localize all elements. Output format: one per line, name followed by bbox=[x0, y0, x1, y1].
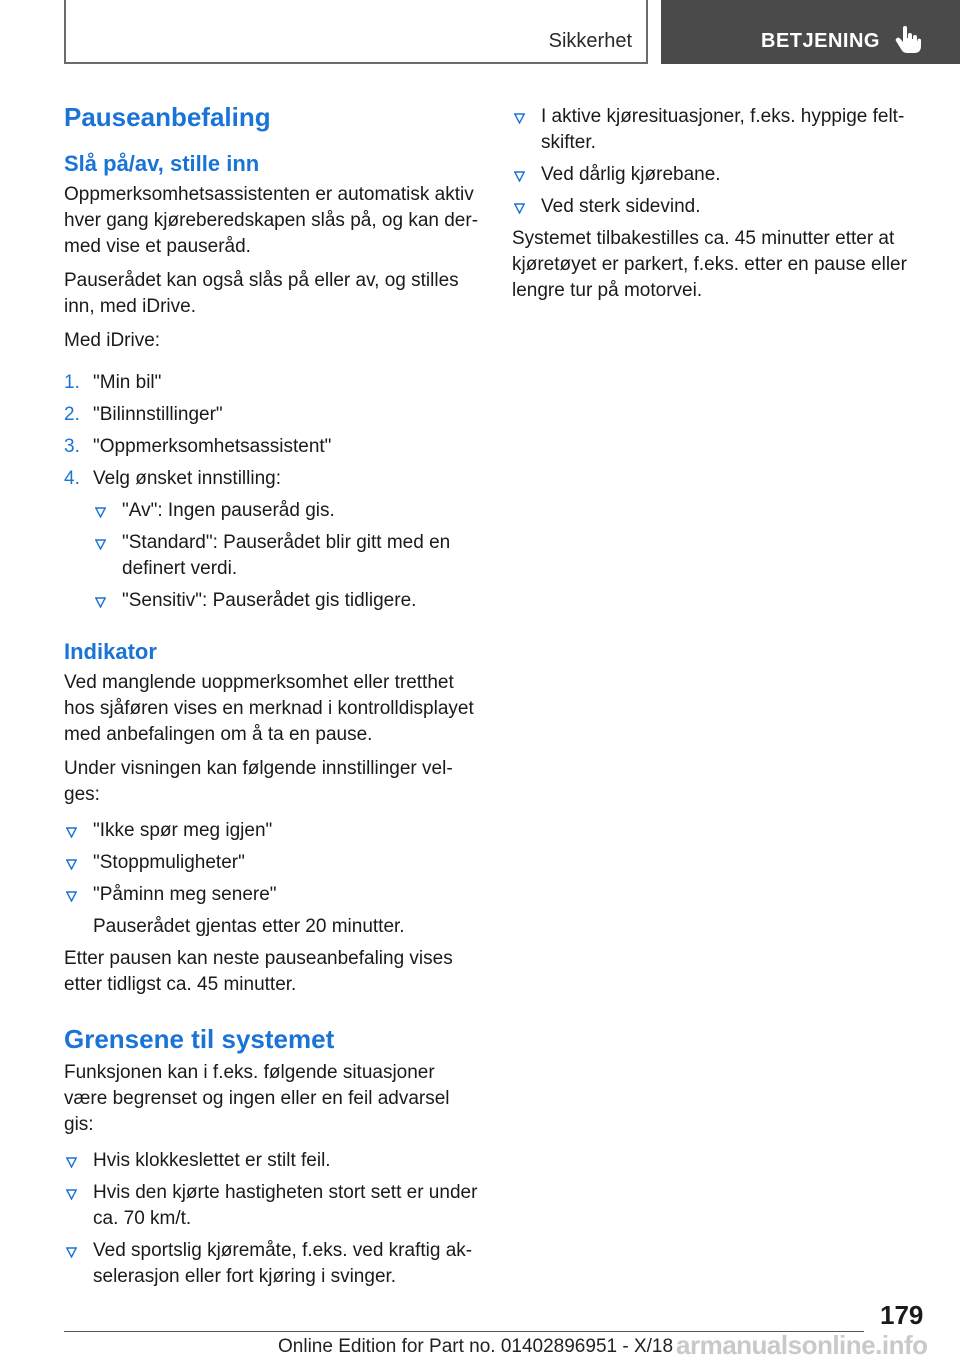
watermark: armanualsonline.info bbox=[676, 1330, 928, 1360]
list-item bbox=[64, 882, 480, 908]
paragraph: Funksjonen kan i f.eks. følgende situasjoner være begrenset og ingen eller en feil advarsel gis: bbox=[64, 1062, 450, 1135]
paragraph: Ved manglende uoppmerksomhet eller tretthet hos sjåføren vises en merknad i kontrolldisplayet med anbefalingen om å ta en pause. bbox=[64, 672, 474, 745]
option-text: "Av": Ingen pauseråd gis. bbox=[122, 500, 335, 521]
paragraph: Under visningen kan følgende innstillinger velges: bbox=[64, 758, 453, 805]
triangle-bullet-icon bbox=[66, 827, 77, 838]
header-section-box bbox=[64, 0, 648, 64]
option-text: "Sensitiv": Pauserådet gis tidligere. bbox=[122, 590, 417, 611]
paragraph: Oppmerksomhetsassistenten er automatisk aktiv hver gang kjøreberedskapen slås på, og kan dermed vise et pauseråd. bbox=[64, 184, 479, 257]
option-item bbox=[93, 498, 480, 524]
list-item-text: Hvis den kjørte hastigheten stort sett er under ca. 70 km/t. bbox=[93, 1182, 478, 1229]
paragraph: Med iDrive: bbox=[64, 330, 161, 351]
triangle-bullet-icon bbox=[66, 891, 77, 902]
list-item-text: Ved sportslig kjøremåte, f.eks. ved kraftig akselerasjon eller fort kjøring i svinger. bbox=[93, 1240, 473, 1287]
step-number: 4. bbox=[64, 468, 80, 489]
bullet-list bbox=[64, 818, 480, 940]
triangle-bullet-icon bbox=[514, 171, 525, 182]
triangle-bullet-icon bbox=[66, 1157, 77, 1168]
header-chapter-title: BETJENING bbox=[761, 30, 880, 52]
section-heading-limits: Grensene til systemet bbox=[64, 1024, 335, 1054]
list-item-text: Ved sterk sidevind. bbox=[541, 196, 701, 217]
step-item bbox=[64, 434, 480, 460]
list-item bbox=[512, 162, 912, 188]
step-text: "Min bil" bbox=[93, 372, 162, 393]
footer-edition: Online Edition for Part no. 01402896951 - X/18 bbox=[278, 1336, 674, 1357]
step-text: Velg ønsket innstilling: bbox=[93, 468, 281, 489]
step-list bbox=[64, 370, 480, 614]
page-number: 179 bbox=[880, 1300, 924, 1330]
section-heading-switch: Slå på/av, stille inn bbox=[64, 151, 260, 176]
option-item bbox=[93, 588, 480, 614]
list-item bbox=[64, 1180, 480, 1232]
step-item bbox=[64, 370, 480, 396]
section-heading-indicator: Indikator bbox=[64, 639, 157, 664]
list-item bbox=[64, 1148, 480, 1174]
list-item-text: I aktive kjøresituasjoner, f.eks. hyppige feltskifter. bbox=[541, 106, 905, 153]
step-item bbox=[64, 466, 480, 492]
step-text: "Bilinnstillinger" bbox=[93, 404, 223, 425]
paragraph: Systemet tilbakestilles ca. 45 minutter etter at kjøretøyet er parkert, f.eks. etter en pause eller lengre tur på motorvei. bbox=[512, 228, 907, 301]
step-number: 3. bbox=[64, 436, 80, 457]
triangle-bullet-icon bbox=[95, 597, 106, 608]
list-item bbox=[512, 194, 912, 220]
list-note: Pauserådet gjentas etter 20 minutter. bbox=[93, 916, 405, 937]
header-chapter-box bbox=[661, 0, 960, 64]
list-item bbox=[64, 850, 480, 876]
pointing-hand-icon bbox=[895, 26, 921, 54]
bullet-list bbox=[64, 1148, 480, 1290]
paragraph: Pauserådet kan også slås på eller av, og stilles inn, med iDrive. bbox=[64, 270, 459, 317]
list-item-text: "Ikke spør meg igjen" bbox=[93, 820, 273, 841]
header-section-title: Sikkerhet bbox=[548, 30, 632, 52]
list-item-text: "Stoppmuligheter" bbox=[93, 852, 245, 873]
triangle-bullet-icon bbox=[95, 507, 106, 518]
triangle-bullet-icon bbox=[95, 539, 106, 550]
option-text: "Standard": Pauserådet blir gitt med en definert verdi. bbox=[122, 532, 451, 579]
list-item bbox=[64, 818, 480, 844]
list-item bbox=[64, 1238, 480, 1290]
triangle-bullet-icon bbox=[514, 113, 525, 124]
list-item-text: Hvis klokkeslettet er stilt feil. bbox=[93, 1150, 331, 1171]
triangle-bullet-icon bbox=[514, 203, 525, 214]
page-title: Pauseanbefaling bbox=[64, 102, 271, 132]
list-item-text: "Påminn meg senere" bbox=[93, 884, 277, 905]
step-number: 2. bbox=[64, 404, 80, 425]
list-item bbox=[512, 104, 912, 156]
triangle-bullet-icon bbox=[66, 859, 77, 870]
option-item bbox=[93, 530, 480, 582]
right-column bbox=[512, 104, 912, 312]
paragraph: Etter pausen kan neste pauseanbefaling vises etter tidligst ca. 45 minutter. bbox=[64, 948, 453, 995]
triangle-bullet-icon bbox=[66, 1247, 77, 1258]
left-column bbox=[64, 100, 480, 1296]
list-item-text: Ved dårlig kjørebane. bbox=[541, 164, 721, 185]
triangle-bullet-icon bbox=[66, 1189, 77, 1200]
step-item bbox=[64, 402, 480, 428]
step-number: 1. bbox=[64, 372, 80, 393]
step-text: "Oppmerksomhetsassistent" bbox=[93, 436, 332, 457]
